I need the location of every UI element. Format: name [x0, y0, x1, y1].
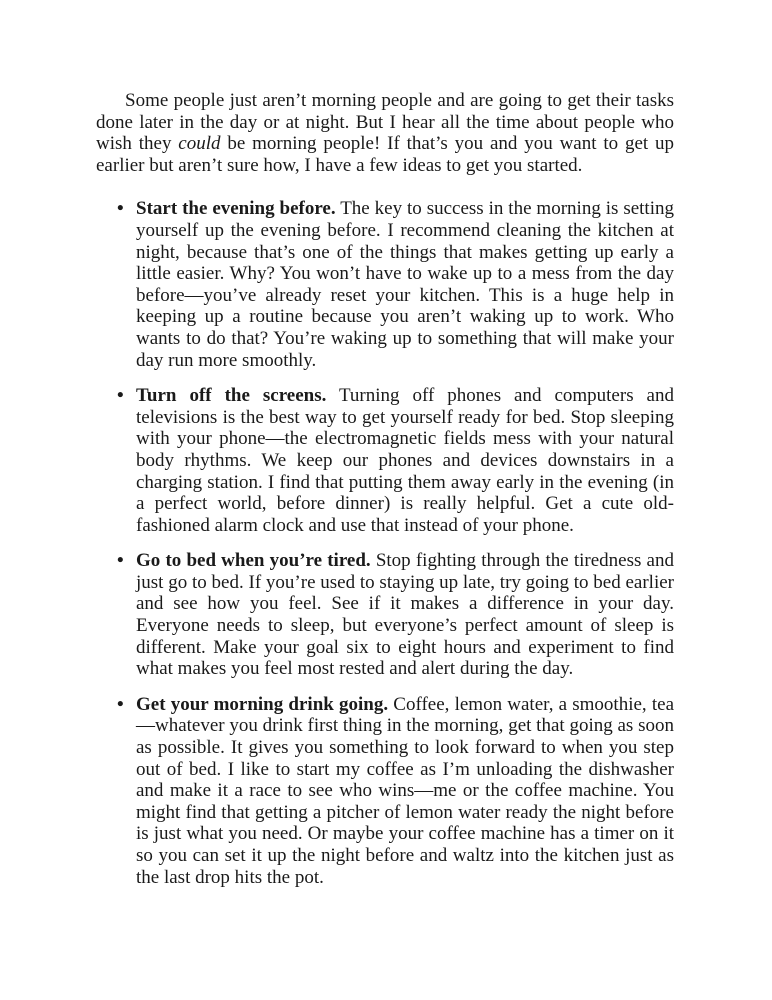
- tip-heading: Turn off the screens.: [136, 385, 327, 407]
- tip-body: The key to success in the morning is setting yourself up the evening before. I recommend cleaning the kitchen at night, because that’s one of the things that makes getting up early a little easier. Why? You won’t have to wake up to a mess from the day before—you’ve already reset your kitchen. This is a huge help in keeping up a routine because you aren’t waking up to work. Who wants to do that? You’re waking up to something that will make your day run more smoothly.: [136, 198, 674, 371]
- tip-body: Stop fighting through the tiredness and just go to bed. If you’re used to staying up late, try going to bed earlier and see how you feel. See if it makes a difference in your day. Everyone needs to sleep, but everyone’s perfect amount of sleep is different. Make your goal six to eight hours and experiment to find what makes you feel most rested and alert during the day.: [136, 550, 674, 680]
- intro-text-end: be morning people! If that’s you and you want to get up earlier but aren’t sure how, I have a few ideas to get you started.: [96, 133, 674, 176]
- bullet-marker: •: [117, 198, 124, 220]
- document-page: [96, 90, 674, 902]
- tip-paragraph: [136, 550, 674, 680]
- tip-item-screens: [96, 385, 674, 536]
- intro-emphasis: could: [178, 133, 221, 155]
- tip-item-evening: [96, 198, 674, 371]
- tips-list: [96, 198, 674, 888]
- tip-paragraph: [136, 385, 674, 536]
- tip-body: Turning off phones and computers and televisions is the best way to get yourself ready for bed. Stop sleeping with your phone—the electromagnetic fields mess with your natural body rhythms. We keep our phones and devices downstairs in a charging station. I find that putting them away early in the evening (in a perfect world, before dinner) is really helpful. Get a cute old-fashioned alarm clock and use that instead of your phone.: [136, 385, 674, 536]
- tip-heading: Go to bed when you’re tired.: [136, 550, 371, 572]
- bullet-marker: •: [117, 385, 124, 407]
- tip-heading: Get your morning drink going.: [136, 693, 389, 715]
- tip-item-morning-drink: [96, 694, 674, 888]
- tip-heading: Start the evening before.: [136, 198, 336, 220]
- tip-body: Coffee, lemon water, a smoothie, tea—whatever you drink first thing in the morning, get that going as soon as possible. It gives you something to look forward to when you step out of bed. I like to start my coffee as I’m unloading the dishwasher and make it a race to see who wins—me or the coffee machine. You might find that getting a pitcher of lemon water ready the night before is just what you need. Or maybe your coffee machine has a timer on it so you can set it up the night before and waltz into the kitchen just as the last drop hits the pot.: [136, 693, 674, 888]
- intro-paragraph: [96, 90, 674, 176]
- bullet-marker: •: [117, 550, 124, 572]
- tip-paragraph: [136, 198, 674, 371]
- tip-item-bedtime: [96, 550, 674, 680]
- tip-paragraph: [136, 694, 674, 888]
- intro-text-start: Some people just aren’t morning people and are going to get their tasks done later in the day or at night. But I hear all the time about people who wish they: [96, 90, 674, 155]
- bullet-marker: •: [117, 693, 124, 715]
